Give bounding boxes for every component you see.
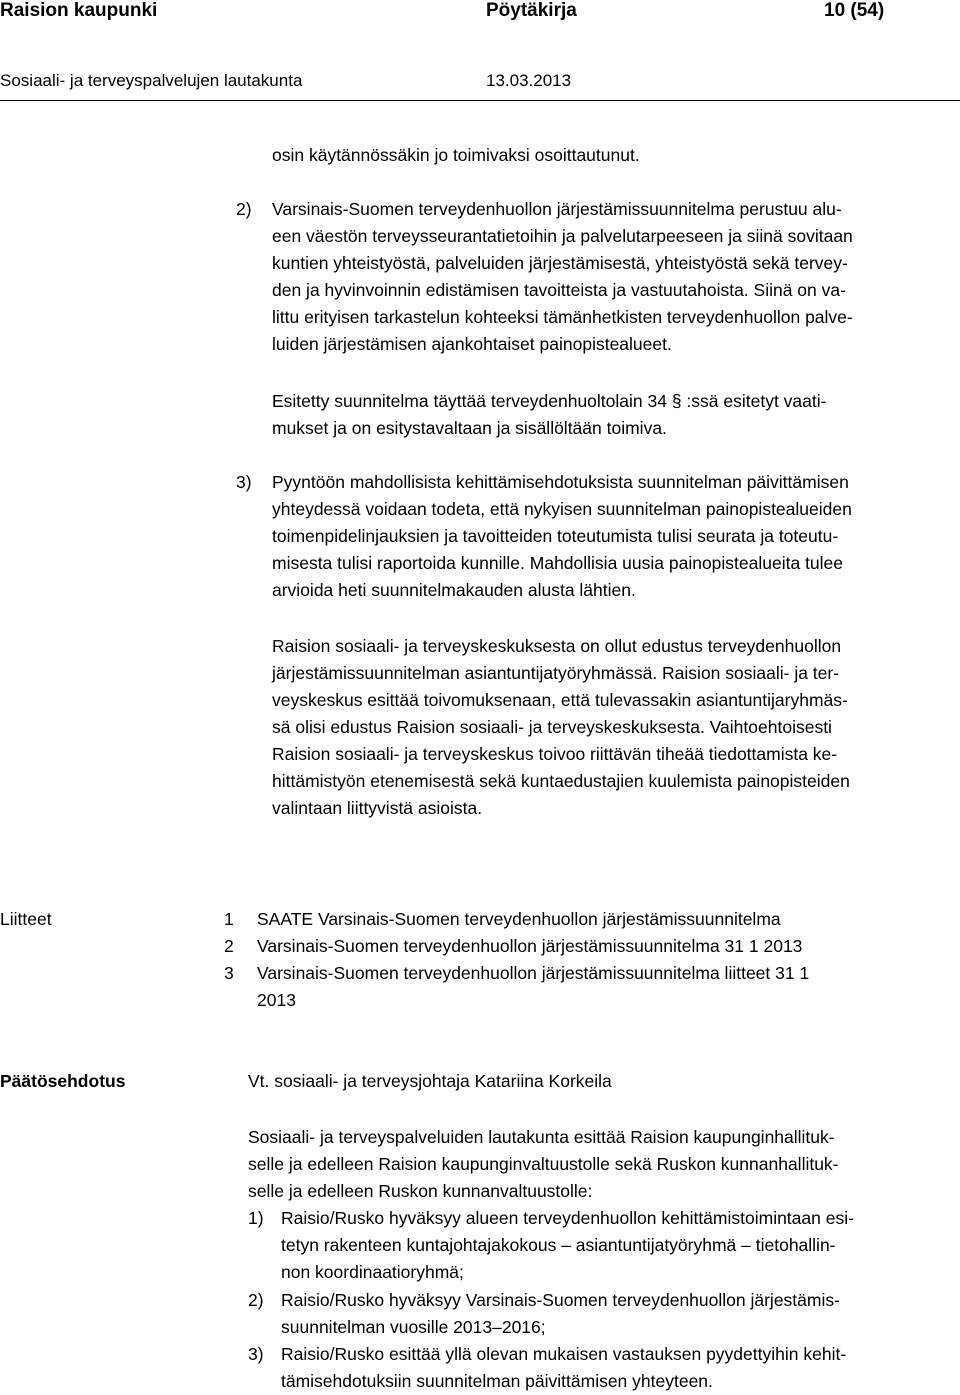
text-line: Raisio/Rusko hyväksyy Varsinais-Suomen terveydenhuollon järjestämis- (281, 1290, 840, 1310)
text-line: Varsinais-Suomen terveydenhuollon järjestämissuunnitelma perustuu alu- (272, 199, 842, 219)
page-number: 10 (54) (824, 0, 885, 21)
text-line: den ja hyvinvoinnin edistämisen tavoitteista ja vastuutahoista. Siinä on va- (272, 280, 846, 300)
proposal-label: Päätösehdotus (0, 1071, 126, 1091)
document-type: Pöytäkirja (486, 0, 577, 21)
text-line: osin käytännössäkin jo toimivaksi osoittautunut. (272, 145, 640, 165)
text-line: Pyyntöön mahdollisista kehittämisehdotuksista suunnitelman päivittämisen (272, 472, 849, 492)
proposal-item-number: 1) (248, 1208, 264, 1228)
text-line: Raision sosiaali- ja terveyskeskuksesta on ollut edustus terveydenhuollon (272, 636, 842, 656)
attachment-link[interactable]: 2013 (257, 990, 296, 1010)
text-line: selle ja edelleen Raision kaupunginvaltuustolle sekä Ruskon kunnanhallituk- (248, 1154, 839, 1174)
attachment-link[interactable]: Varsinais-Suomen terveydenhuollon järjestämissuunnitelma liitteet 31 1 (257, 963, 810, 983)
text-line: suunnitelman vuosille 2013–2016; (281, 1317, 546, 1337)
text-line: valintaan liittyvistä asioista. (272, 798, 483, 818)
text-line: hittämistyön etenemisestä sekä kuntaedustajien kuulemista painopisteiden (272, 771, 850, 791)
attachment-number: 2 (224, 936, 234, 956)
item-number: 2) (236, 199, 252, 219)
text-line: Raisio/Rusko esittää yllä olevan mukaisen vastauksen pyydettyihin kehit- (281, 1344, 847, 1364)
text-line: misesta tulisi raportoida kunnille. Mahdollisia uusia painopistealueita tulee (272, 553, 844, 573)
text-line: mukset ja on esitystavaltaan ja sisällöltään toimiva. (272, 418, 667, 438)
attachment-number: 3 (224, 963, 234, 983)
text-line: toimenpidelinjauksien ja tavoitteiden toteutumista tulisi seurata ja toteutu- (272, 526, 839, 546)
text-line: järjestämissuunnitelman asiantuntijatyöryhmässä. Raision sosiaali- ja ter- (272, 663, 840, 683)
text-line: yhteydessä voidaan todeta, että nykyisen suunnitelman painopistealueiden (272, 499, 852, 519)
item-3-text (272, 469, 852, 604)
attachment-link[interactable]: Varsinais-Suomen terveydenhuollon järjestämissuunnitelma 31 1 2013 (257, 936, 803, 956)
text-line: littu erityisen tarkastelun kohteeksi tämänhetkisten terveydenhuollon palve- (272, 307, 853, 327)
presenter-name: Vt. sosiaali- ja terveysjohtaja Katariina Korkeila (248, 1071, 612, 1091)
proposal-item-number: 2) (248, 1290, 264, 1310)
meeting-date: 13.03.2013 (486, 71, 572, 90)
text-line: tämisehdotuksiin suunnitelman päivittämisen yhteyteen. (281, 1371, 713, 1391)
text-line: Sosiaali- ja terveyspalveluiden lautakunta esittää Raision kaupunginhallituk- (248, 1127, 835, 1147)
text-line: Raisio/Rusko hyväksyy alueen terveydenhuollon kehittämistoimintaan esi- (281, 1208, 854, 1228)
committee-name: Sosiaali- ja terveyspalvelujen lautakunta (0, 71, 303, 90)
text-line: Esitetty suunnitelma täyttää terveydenhuoltolain 34 § :ssä esitetyt vaati- (272, 391, 827, 411)
text-line: veyskeskus esittää toivomuksenaan, että tulevassakin asiantuntijaryhmäs- (272, 690, 848, 710)
paragraph-raisio (272, 633, 850, 822)
paragraph-esitetty (272, 388, 826, 442)
text-line: kuntien yhteistyöstä, palveluiden järjestämisestä, yhteistyöstä sekä tervey- (272, 253, 848, 273)
attachment-link[interactable]: SAATE Varsinais-Suomen terveydenhuollon järjestämissuunnitelma (257, 909, 781, 929)
text-line: non koordinaatioryhmä; (281, 1262, 464, 1282)
text-line: luiden järjestämisen ajankohtaiset painopistealueet. (272, 334, 672, 354)
proposal-intro (248, 1124, 839, 1205)
org-name: Raision kaupunki (0, 0, 158, 21)
proposal-item-number: 3) (248, 1344, 264, 1364)
text-line: arvioida heti suunnitelmakauden alusta lähtien. (272, 580, 636, 600)
attachment-item (257, 960, 809, 1014)
item-2-text (272, 196, 853, 358)
header-divider (0, 100, 960, 101)
proposal-item (281, 1287, 840, 1341)
text-line: sä olisi edustus Raision sosiaali- ja terveyskeskuksesta. Vaihtoehtoisesti (272, 717, 832, 737)
text-line: tetyn rakenteen kuntajohtajakokous – asiantuntijatyöryhmä – tietohallin- (281, 1235, 836, 1255)
proposal-item (281, 1341, 846, 1395)
text-line: een väestön terveysseurantatietoihin ja palvelutarpeeseen ja siinä sovitaan (272, 226, 853, 246)
proposal-presenter (248, 1068, 612, 1095)
attachments-label: Liitteet (0, 909, 52, 929)
attachment-item (257, 933, 802, 960)
paragraph-continuation (272, 142, 640, 169)
attachment-item (257, 906, 781, 933)
attachment-number: 1 (224, 909, 234, 929)
text-line: selle ja edelleen Ruskon kunnanvaltuustolle: (248, 1181, 593, 1201)
text-line: Raision sosiaali- ja terveyskeskus toivoo riittävän tiheää tiedottamista ke- (272, 744, 838, 764)
item-number: 3) (236, 472, 252, 492)
proposal-item (281, 1205, 854, 1286)
